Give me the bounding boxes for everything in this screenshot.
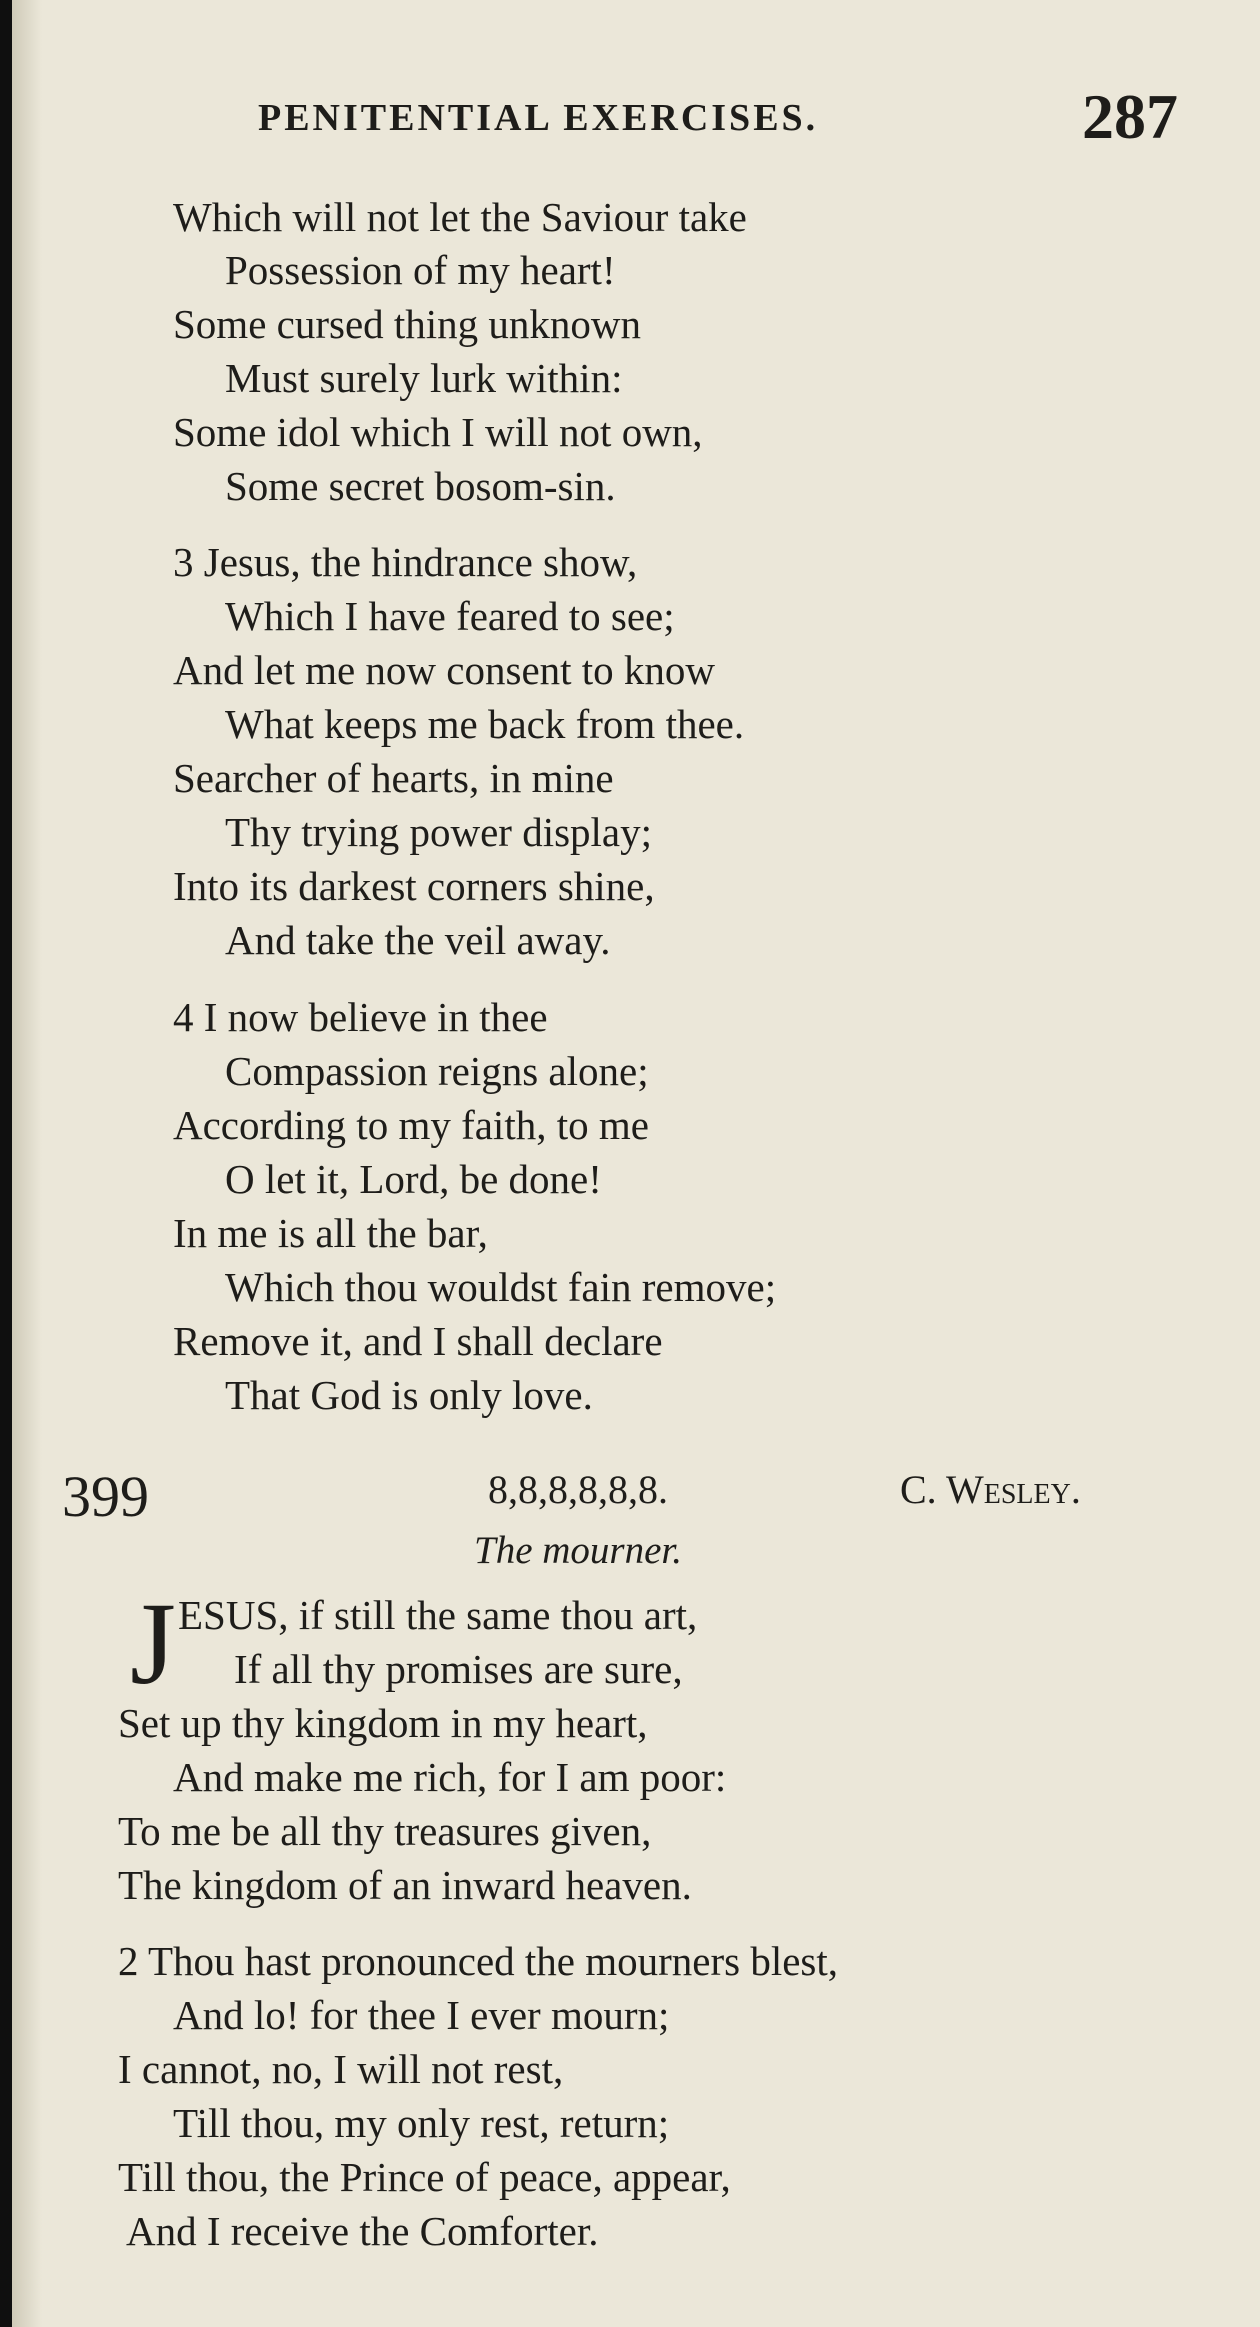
verse-line: And take the veil away. [225, 917, 611, 963]
verse-line: What keeps me back from thee. [225, 701, 745, 747]
verse-line: If all thy promises are sure, [234, 1646, 683, 1692]
verse-line: That God is only love. [225, 1372, 593, 1418]
hymn-meter: 8,8,8,8,8,8. [488, 1467, 668, 1512]
gutter-shadow [12, 0, 42, 2327]
verse-line: And I receive the Comforter. [126, 2208, 599, 2254]
verse-line: O let it, Lord, be done! [225, 1156, 602, 1202]
verse-line: Into its darkest corners shine, [173, 863, 655, 909]
verse-line: And lo! for thee I ever mourn; [173, 1992, 670, 2038]
verse-line: Some cursed thing unknown [173, 301, 642, 347]
book-spine-edge [0, 0, 12, 2327]
verse-line: Remove it, and I shall declare [173, 1318, 663, 1364]
verse-line: Which thou wouldst fain remove; [225, 1264, 777, 1310]
verse-line: Must surely lurk within: [225, 355, 623, 401]
verse-line: Some secret bosom-sin. [225, 463, 616, 509]
page-number: 287 [1082, 81, 1178, 152]
hymn-subtitle: The mourner. [474, 1529, 683, 1572]
verse-line: Set up thy kingdom in my heart, [118, 1700, 648, 1746]
verse-line: Till thou, the Prince of peace, appear, [118, 2154, 731, 2200]
verse-line: And make me rich, for I am poor: [173, 1754, 727, 1800]
verse-line: Some idol which I will not own, [173, 409, 703, 455]
hymn-author: C. Wesley. [900, 1467, 1081, 1512]
verse-line: 4 I now believe in thee [173, 994, 548, 1040]
verse-line: And let me now consent to know [173, 647, 716, 693]
running-head: PENITENTIAL EXERCISES. [258, 97, 819, 139]
verse-line: ESUS, if still the same thou art, [178, 1592, 698, 1638]
verse-line: Thy trying power display; [225, 809, 653, 855]
verse-line: Till thou, my only rest, return; [173, 2100, 670, 2146]
verse-line: I cannot, no, I will not rest, [118, 2046, 564, 2092]
verse-line: Searcher of hearts, in mine [173, 755, 614, 801]
verse-line: 2 Thou hast pronounced the mourners blest, [118, 1938, 839, 1984]
verse-line: According to my faith, to me [173, 1102, 649, 1148]
page-header [258, 81, 1178, 152]
verse-line: To me be all thy treasures given, [118, 1808, 652, 1854]
drop-cap: J [130, 1578, 176, 1709]
verse-line: Compassion reigns alone; [225, 1048, 649, 1094]
verse-line: Which I have feared to see; [225, 593, 675, 639]
hymn-number: 399 [62, 1464, 149, 1529]
verse-line: 3 Jesus, the hindrance show, [173, 539, 638, 585]
verse-line: Possession of my heart! [225, 247, 616, 293]
verse-line: The kingdom of an inward heaven. [118, 1862, 692, 1908]
verse-line: In me is all the bar, [173, 1210, 488, 1256]
verse-line: Which will not let the Saviour take [173, 194, 747, 240]
